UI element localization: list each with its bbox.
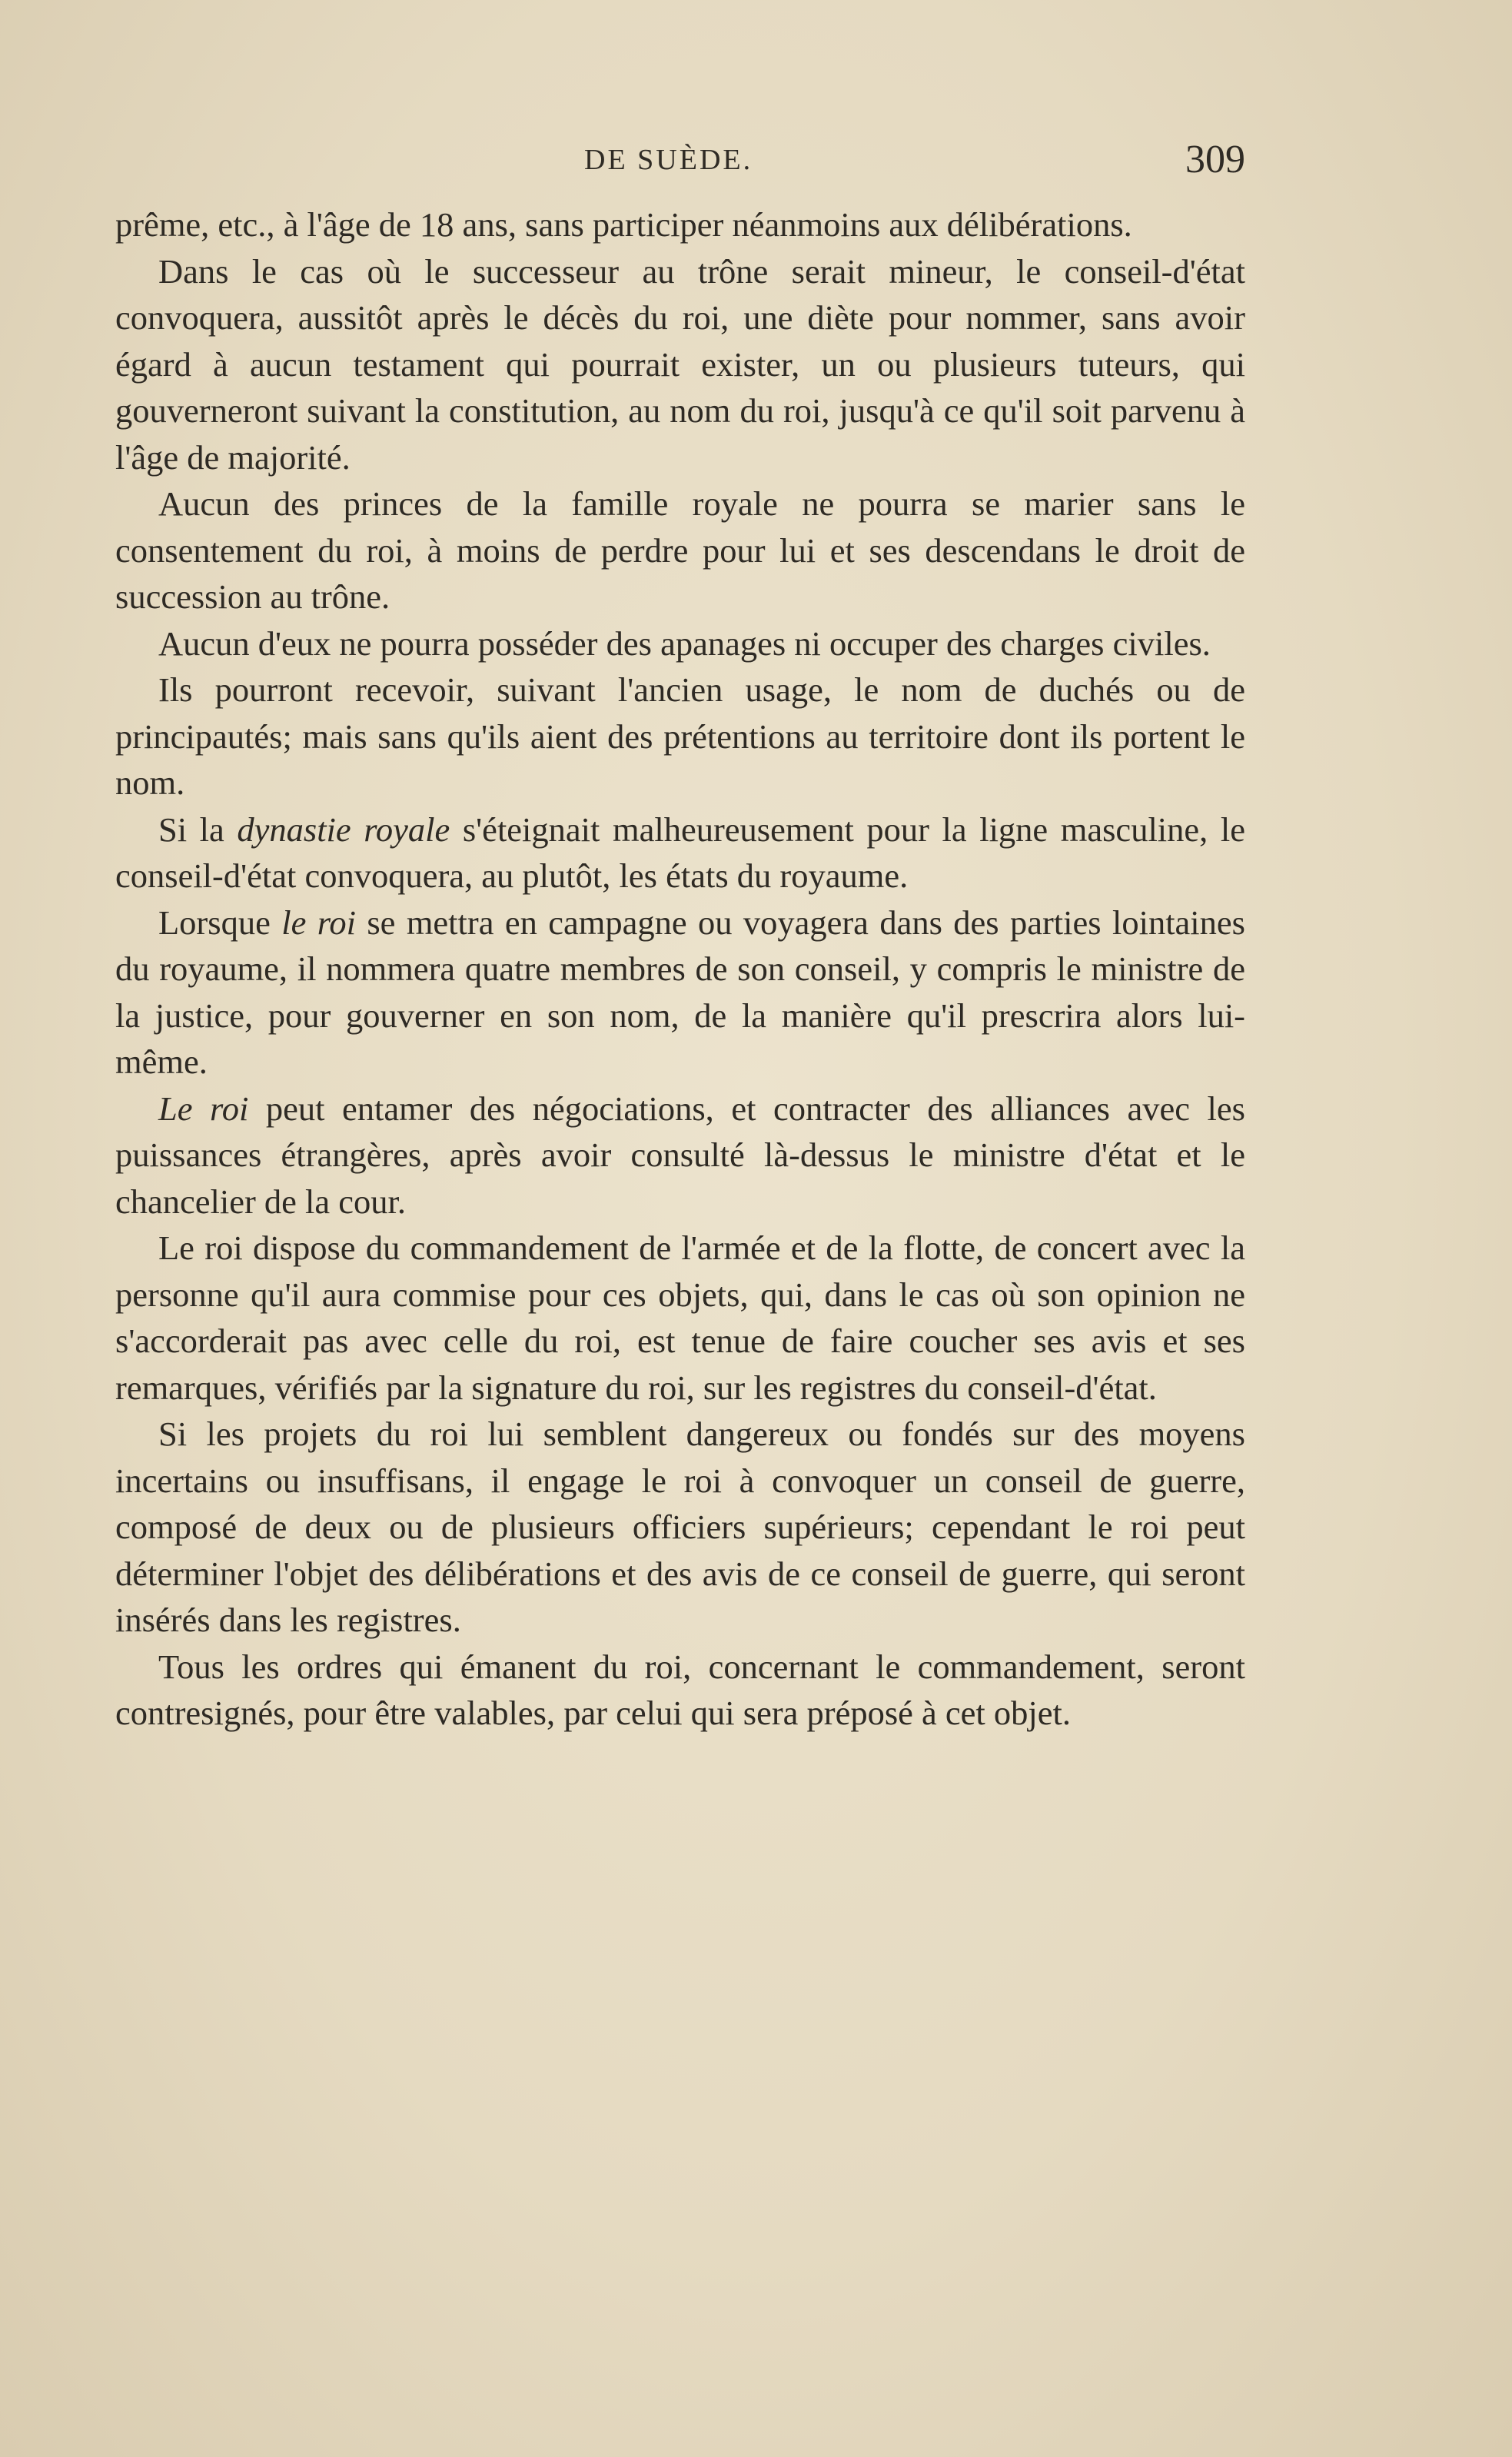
text-segment: prême, etc., à l'âge de 18 ans, sans participer néanmoins aux délibérations. <box>115 205 1132 244</box>
text-segment: Le roi dispose du commandement de l'armée et de la flotte, de concert avec la personne qu'il aura commise pour ces objets, qui, dans le cas où son opinion ne s'accorderait pas avec celle du roi, est tenue de faire coucher ses avis et ses remarques, vérifiés par la signature du roi, sur les registres du conseil-d'état. <box>115 1228 1245 1407</box>
text-segment: Tous les ordres qui émanent du roi, concernant le commandement, seront contresignés, pour être valables, par celui qui sera préposé à cet objet. <box>115 1647 1245 1732</box>
text-segment: Aucun des princes de la famille royale ne pourra se marier sans le consentement du roi, à moins de perdre pour lui et ses descendans le droit de succession au trône. <box>115 484 1245 616</box>
text-segment: Ils pourront recevoir, suivant l'ancien usage, le nom de duchés ou de principautés; mais sans qu'ils aient des prétentions au territoire dont ils portent le nom. <box>115 670 1245 802</box>
text-segment: Aucun d'eux ne pourra posséder des apanages ni occuper des charges civiles. <box>158 623 1211 663</box>
italic-segment: dynastie royale <box>237 810 450 849</box>
text-segment: peut entamer des négociations, et contracter des alliances avec les puissances étrangères, après avoir consulté là-dessus le ministre d'état et le chancelier de la cour. <box>115 1089 1245 1221</box>
text-segment: se mettra en campagne ou voyagera dans des parties lointaines du royaume, il nommera quatre membres de son conseil, y compris le ministre de la justice, pour gouverner en son nom, de la manière qu'il prescrira alors lui-même. <box>115 903 1245 1081</box>
text-segment: Lorsque <box>158 903 282 942</box>
text-segment: Si la <box>158 810 238 849</box>
paragraph-8 <box>115 1086 1245 1225</box>
paragraph-11 <box>115 1644 1245 1737</box>
paragraph-2 <box>115 248 1245 481</box>
italic-segment: le roi <box>281 903 356 942</box>
text-segment: s'éteignait malheureusement pour la ligne masculine, le conseil-d'état convoquera, au plutôt, les états du royaume. <box>115 810 1245 895</box>
paragraph-6 <box>115 806 1245 899</box>
paragraph-4 <box>115 620 1245 667</box>
text-segment: Si les projets du roi lui semblent dangereux ou fondés sur des moyens incertains ou insuffisans, il engage le roi à convoquer un conseil de guerre, composé de deux ou de plusieurs officiers supérieurs; cependant le roi peut déterminer l'objet des délibérations et des avis de ce conseil de guerre, qui seront insérés dans les registres. <box>115 1415 1245 1639</box>
text-segment: Dans le cas où le successeur au trône serait mineur, le conseil-d'état convoquera, aussitôt après le décès du roi, une diète pour nommer, sans avoir égard à aucun testament qui pourrait exister, un ou plusieurs tuteurs, qui gouverneront suivant la constitution, au nom du roi, jusqu'à ce qu'il soit parvenu à l'âge de majorité. <box>115 251 1245 477</box>
paragraph-7 <box>115 899 1245 1086</box>
paragraph-3 <box>115 480 1245 620</box>
running-title: DE SUÈDE. <box>584 144 753 176</box>
paragraph-9 <box>115 1225 1245 1411</box>
paragraph-10 <box>115 1411 1245 1644</box>
page-number: 309 <box>1185 138 1245 181</box>
italic-segment: Le roi <box>158 1089 249 1128</box>
body-text <box>115 201 1245 1737</box>
page-header <box>115 137 1245 191</box>
paragraph-5 <box>115 667 1245 806</box>
paragraph-1 <box>115 201 1245 248</box>
